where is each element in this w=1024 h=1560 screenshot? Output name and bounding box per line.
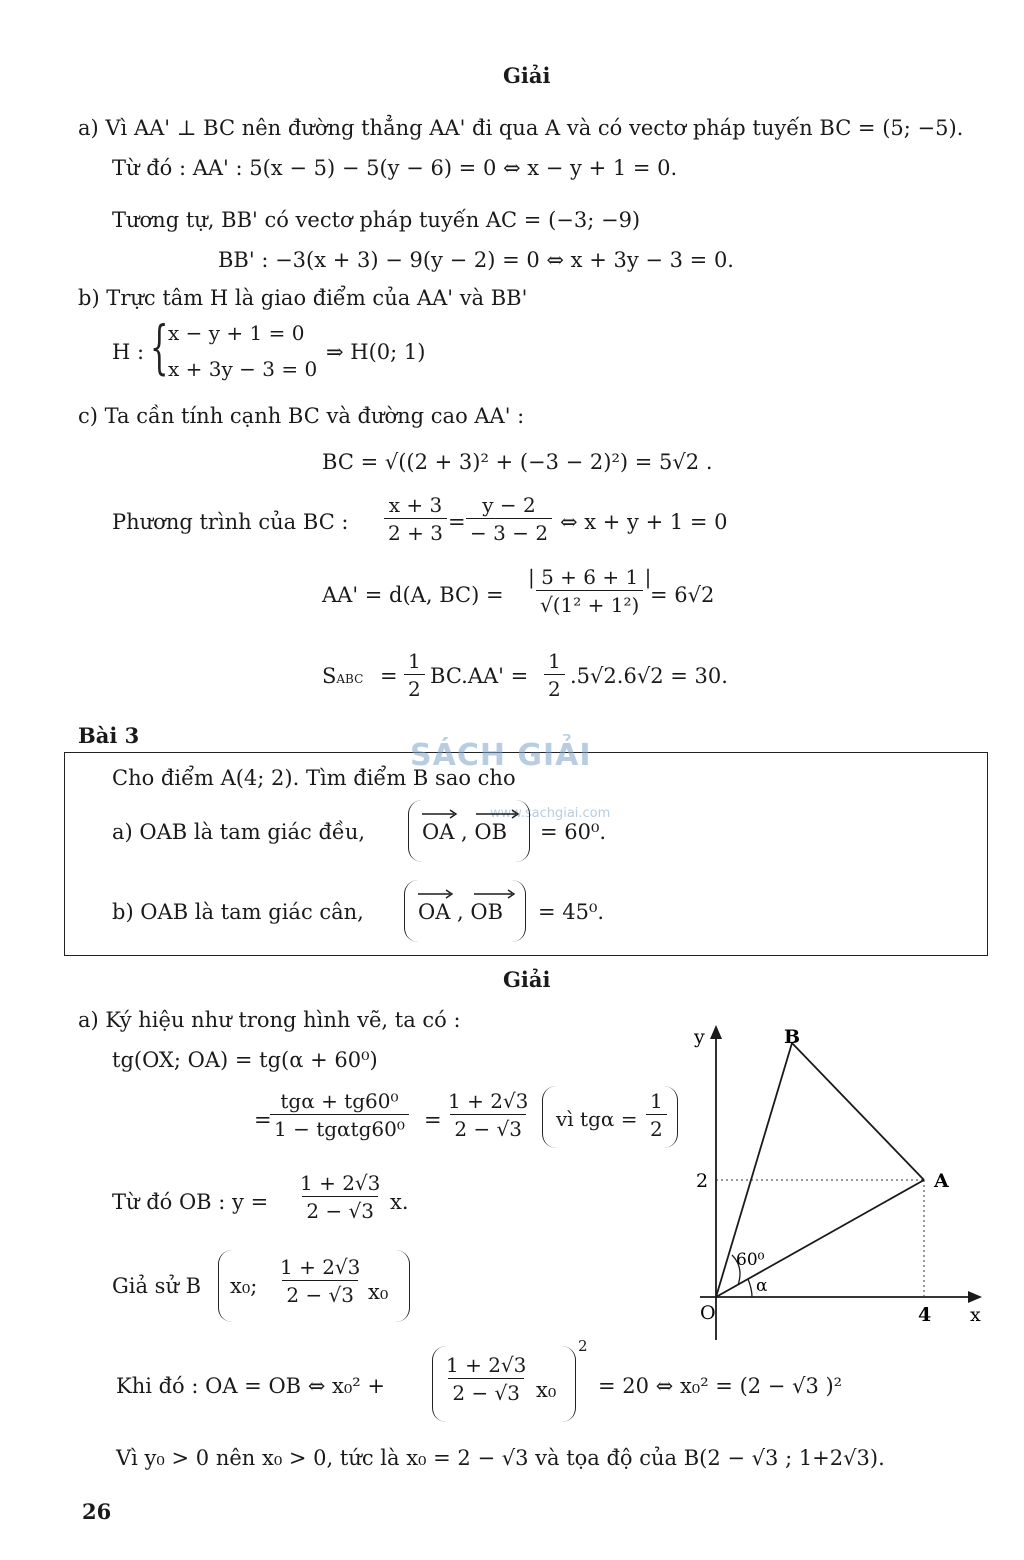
area-label xyxy=(322,664,363,688)
bc-fraction-2 xyxy=(466,494,552,544)
area-half-1-num: 1 xyxy=(408,649,421,673)
altitude-result: = 6√2 xyxy=(650,583,715,607)
altitude-label: AA' = d(A, BC) = xyxy=(322,583,504,607)
tick-x-4: 4 xyxy=(918,1304,932,1326)
assume-b-fraction xyxy=(276,1256,364,1306)
problem-a-angle: OA , OB xyxy=(422,820,508,844)
solution-a-line-1: a) Ký hiệu như trong hình vẽ, ta có : xyxy=(78,1008,461,1032)
tan-equals-2: = xyxy=(424,1108,442,1132)
solution-heading-2: Giải xyxy=(503,967,551,992)
solution-a-line-2: tg(OX; OA) = tg(α + 60⁰) xyxy=(112,1048,378,1072)
tan-note-num: 1 xyxy=(650,1089,663,1113)
area-s: S xyxy=(322,664,337,688)
system-brace: { xyxy=(150,313,169,381)
tan-fraction-1-num: tgα + tg60⁰ xyxy=(280,1089,399,1113)
ob-x: x. xyxy=(390,1190,409,1214)
bc-equation-label: Phương trình của BC : xyxy=(112,510,349,534)
bc-fraction-1 xyxy=(384,494,447,544)
area-subscript: ABC xyxy=(336,672,364,686)
problem-statement: Cho điểm A(4; 2). Tìm điểm B sao cho xyxy=(112,766,516,790)
bc-equation-result: ⇔ x + y + 1 = 0 xyxy=(560,510,728,534)
altitude-den: √(1² + 1²) xyxy=(536,590,643,616)
altitude-fraction xyxy=(524,566,655,616)
segment-AB xyxy=(792,1043,924,1180)
area-half-2 xyxy=(544,650,565,700)
when-num: 1 + 2√3 xyxy=(446,1353,527,1377)
system-eq-2: x + 3y − 3 = 0 xyxy=(168,357,318,381)
part-b-line-1: b) Trực tâm H là giao điểm của AA' và BB' xyxy=(78,286,528,310)
page-number: 26 xyxy=(82,1499,112,1524)
area-half-2-den: 2 xyxy=(544,674,565,700)
tan-note-den: 2 xyxy=(646,1114,667,1140)
vector-arrows-b xyxy=(416,886,526,900)
h-result: ⇒ H(0; 1) xyxy=(326,340,426,364)
problem-title: Bài 3 xyxy=(78,723,140,748)
area-equals: = xyxy=(380,664,398,688)
vector-arrows-a xyxy=(420,806,530,820)
area-middle: BC.AA' = xyxy=(430,664,529,688)
assume-b-num: 1 + 2√3 xyxy=(280,1255,361,1279)
angle-alpha-arc xyxy=(748,1279,752,1297)
final-conclusion: Vì y₀ > 0 nên x₀ > 0, tức là x₀ = 2 − √3 và tọa độ của B(2 − √3 ; 1+2√3). xyxy=(116,1446,885,1470)
when-square: 2 xyxy=(578,1337,588,1355)
ob-fraction xyxy=(296,1172,384,1222)
label-x: x xyxy=(970,1304,981,1326)
ob-den: 2 − √3 xyxy=(302,1196,378,1222)
triangle-figure xyxy=(680,1015,1000,1345)
part-a-line-1: a) Vì AA' ⊥ BC nên đường thẳng AA' đi qua A và có vectơ pháp tuyến BC = (5; −5). xyxy=(78,116,964,140)
tan-note-fraction xyxy=(646,1090,667,1140)
watermark-url: www.sachgiai.com xyxy=(490,806,611,821)
bc-equals: = xyxy=(448,510,466,534)
area-result: .5√2.6√2 = 30. xyxy=(570,664,728,688)
bc-fraction-1-den: 2 + 3 xyxy=(384,518,447,544)
area-half-2-num: 1 xyxy=(548,649,561,673)
bc-length: BC = √((2 + 3)² + (−3 − 2)²) = 5√2 . xyxy=(322,450,713,474)
bc-fraction-2-num: y − 2 xyxy=(482,493,536,517)
tan-equals: = xyxy=(254,1108,272,1132)
y-axis-arrow xyxy=(710,1025,722,1039)
assume-b-tail: x₀ xyxy=(368,1280,389,1304)
tick-y-2: 2 xyxy=(696,1170,709,1192)
label-B: B xyxy=(784,1026,801,1048)
segment-OA xyxy=(716,1180,924,1297)
problem-b-value: = 45⁰. xyxy=(538,900,605,924)
part-c-line-1: c) Ta cần tính cạnh BC và đường cao AA' : xyxy=(78,404,525,428)
when-result: = 20 ⇔ x₀² = (2 − √3 )² xyxy=(598,1374,843,1398)
label-alpha: α xyxy=(756,1276,768,1296)
area-half-1 xyxy=(404,650,425,700)
assume-b-x0: x₀; xyxy=(230,1274,258,1298)
tan-fraction-2 xyxy=(444,1090,532,1140)
part-a-line-2: Từ đó : AA' : 5(x − 5) − 5(y − 6) = 0 ⇔ x − y + 1 = 0. xyxy=(112,156,678,180)
when-x0: x₀ xyxy=(536,1378,557,1402)
label-O: O xyxy=(700,1302,716,1324)
label-A: A xyxy=(934,1170,949,1192)
label-60: 60⁰ xyxy=(736,1250,765,1270)
solution-heading: Giải xyxy=(503,63,551,88)
part-a-line-3: Tương tự, BB' có vectơ pháp tuyến AC = (−3; −9) xyxy=(112,208,641,232)
part-a-line-4: BB' : −3(x + 3) − 9(y − 2) = 0 ⇔ x + 3y − 3 = 0. xyxy=(218,248,734,272)
assume-b-label: Giả sử B xyxy=(112,1274,202,1298)
when-den: 2 − √3 xyxy=(448,1378,524,1404)
problem-a-text: a) OAB là tam giác đều, xyxy=(112,820,366,844)
h-label: H : xyxy=(112,340,145,364)
tan-fraction-2-den: 2 − √3 xyxy=(450,1114,526,1140)
problem-b-text: b) OAB là tam giác cân, xyxy=(112,900,364,924)
x-axis-arrow xyxy=(968,1291,982,1303)
problem-b-angle: OA , OB xyxy=(418,900,504,924)
assume-b-den: 2 − √3 xyxy=(282,1280,358,1306)
tan-fraction-2-num: 1 + 2√3 xyxy=(448,1089,529,1113)
system-eq-1: x − y + 1 = 0 xyxy=(168,321,305,345)
problem-a-value: = 60⁰. xyxy=(540,820,607,844)
when-label: Khi đó : OA = OB ⇔ x₀² + xyxy=(116,1374,385,1398)
when-fraction xyxy=(442,1354,530,1404)
ob-equation-label: Từ đó OB : y = xyxy=(112,1190,269,1214)
tan-fraction-1-den: 1 − tgαtg60⁰ xyxy=(270,1114,409,1140)
bc-fraction-1-num: x + 3 xyxy=(388,493,443,517)
label-y: y xyxy=(694,1026,705,1048)
altitude-num: | 5 + 6 + 1 | xyxy=(528,565,652,589)
tan-note-text: vì tgα = xyxy=(556,1107,638,1131)
area-half-1-den: 2 xyxy=(404,674,425,700)
bc-fraction-2-den: − 3 − 2 xyxy=(466,518,552,544)
ob-num: 1 + 2√3 xyxy=(300,1171,381,1195)
tan-fraction-1 xyxy=(270,1090,409,1140)
watermark-logo: SÁCH GIẢI xyxy=(410,738,592,773)
